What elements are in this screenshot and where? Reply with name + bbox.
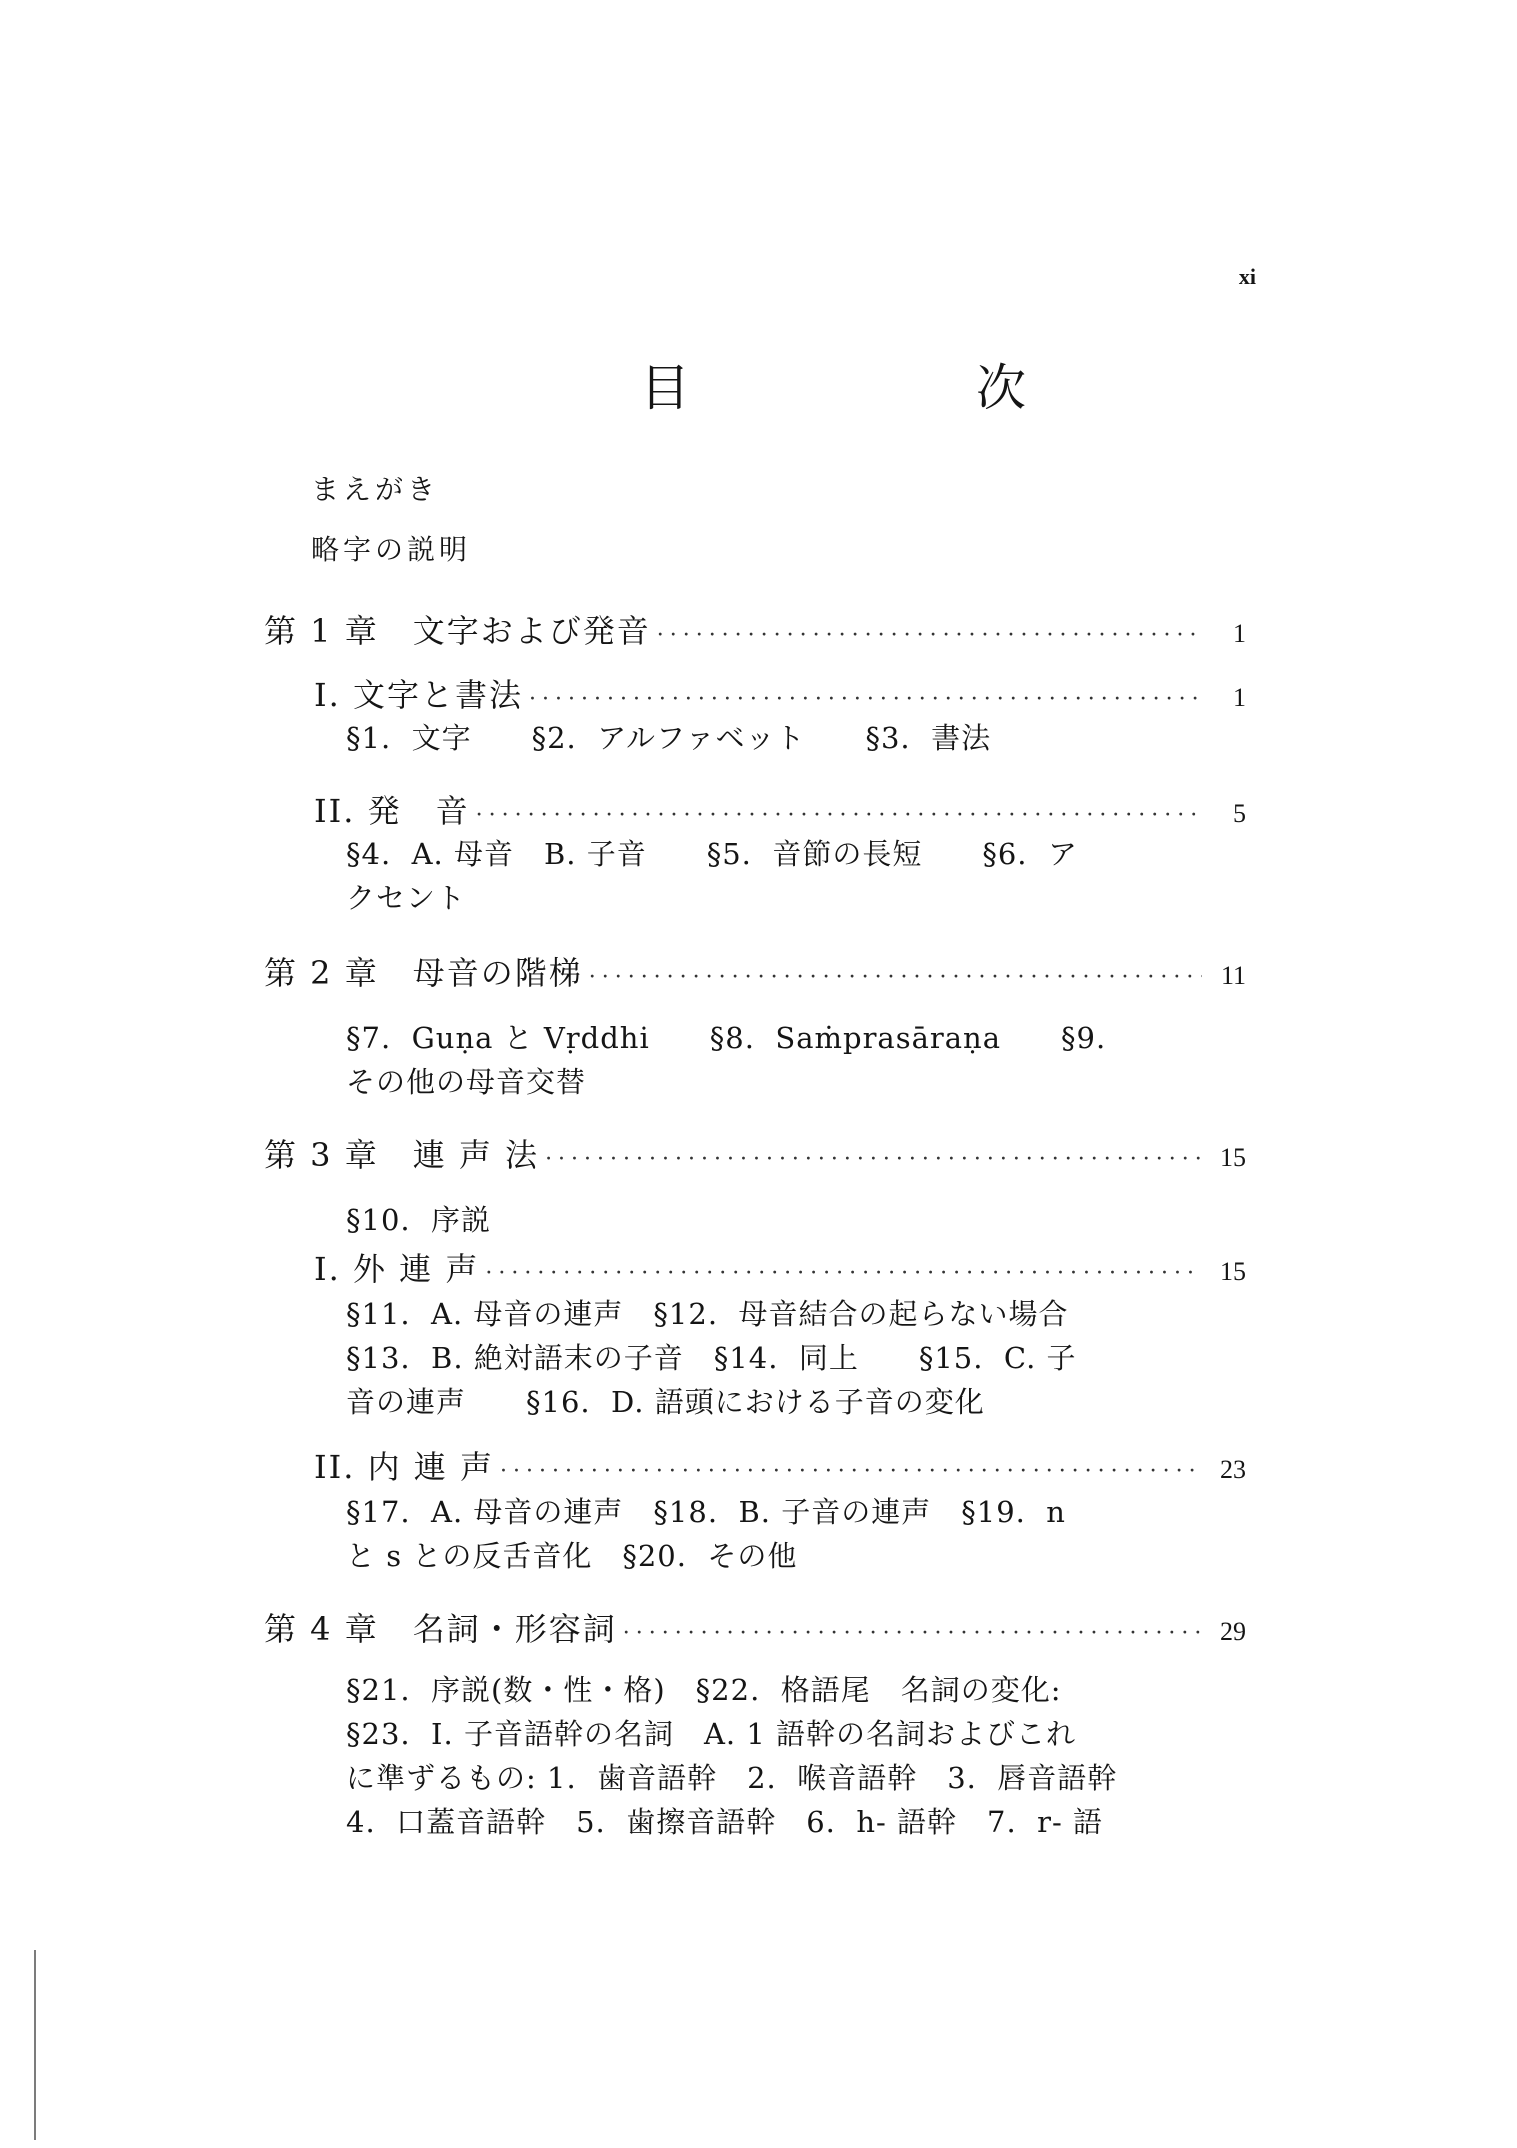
toc-section-3-1[interactable] <box>314 1244 1246 1288</box>
front-matter-abbreviations: 略字の説明 <box>311 533 472 566</box>
leader-dots <box>583 965 1202 990</box>
chapter-page: 1 <box>1233 619 1246 648</box>
section-label: I. 文字と書法 <box>314 676 523 714</box>
chapter-label: 第 3 章 連 声 法 <box>264 1136 540 1174</box>
chapter-page: 29 <box>1220 1617 1246 1646</box>
toc-paragraph-list: §7. Guṇa と Vṛddhi §8. Saṁprasāraṇa §9. その他の母音交替 <box>346 1021 1107 1099</box>
leader-dots <box>617 1621 1202 1646</box>
toc-paragraph-list: §4. A. 母音 B. 子音 §5. 音節の長短 §6. ア クセント <box>346 837 1078 915</box>
chapter-label: 第 2 章 母音の階梯 <box>264 954 583 992</box>
toc-section-1-1[interactable] <box>314 670 1246 714</box>
toc-chapter-1[interactable] <box>264 606 1246 650</box>
section-label: II. 発 音 <box>314 792 470 830</box>
toc-paragraph-list: §21. 序説(数・性・格) §22. 格語尾 名詞の変化: §23. I. 子音語幹の名詞 A. 1 語幹の名詞およびこれ に準ずるもの: 1. 歯音語幹 2. 喉音語幹 3. 唇音語幹 4. 口蓋音語幹 5. 歯擦音語幹 6. h- 語幹 7. r- 語 <box>346 1673 1118 1839</box>
section-page: 15 <box>1220 1257 1246 1286</box>
leader-dots <box>539 1147 1202 1172</box>
page-number: xi <box>1238 264 1256 289</box>
leader-dots <box>479 1261 1202 1286</box>
front-matter-preface: まえがき <box>311 473 440 506</box>
toc-chapter-2[interactable] <box>264 948 1246 992</box>
toc-chapter-3[interactable] <box>264 1130 1246 1174</box>
toc-chapter-4[interactable] <box>264 1604 1246 1648</box>
section-page: 23 <box>1220 1455 1246 1484</box>
toc-section-1-2[interactable] <box>314 786 1246 830</box>
toc-paragraph-list: §11. A. 母音の連声 §12. 母音結合の起らない場合 §13. B. 絶対語末の子音 §14. 同上 §15. C. 子 音の連声 §16. D. 語頭における子音の変化 <box>346 1297 1077 1419</box>
section-label: I. 外 連 声 <box>314 1250 480 1288</box>
section-page: 1 <box>1233 683 1246 712</box>
chapter-page: 11 <box>1220 961 1246 990</box>
chapter-label: 第 4 章 名詞・形容詞 <box>264 1610 617 1648</box>
toc-paragraph-list: §1. 文字 §2. アルファベット §3. 書法 <box>346 721 992 755</box>
scan-edge-line <box>34 1950 36 2140</box>
toc-paragraph-list: §17. A. 母音の連声 §18. B. 子音の連声 §19. n と s との反舌音化 §20. その他 <box>346 1495 1066 1573</box>
section-label: II. 内 連 声 <box>314 1448 494 1486</box>
table-of-contents <box>264 0 1246 2148</box>
toc-section-3-2[interactable] <box>314 1442 1246 1486</box>
chapter-label: 第 1 章 文字および発音 <box>264 612 651 650</box>
chapter-page: 15 <box>1220 1143 1246 1172</box>
leader-dots <box>523 687 1202 712</box>
section-page: 5 <box>1233 799 1246 828</box>
toc-paragraph-list: §10. 序説 <box>346 1203 492 1237</box>
page-title: 目 次 <box>640 359 1144 417</box>
leader-dots <box>651 623 1202 648</box>
leader-dots <box>470 803 1202 828</box>
leader-dots <box>494 1459 1202 1484</box>
